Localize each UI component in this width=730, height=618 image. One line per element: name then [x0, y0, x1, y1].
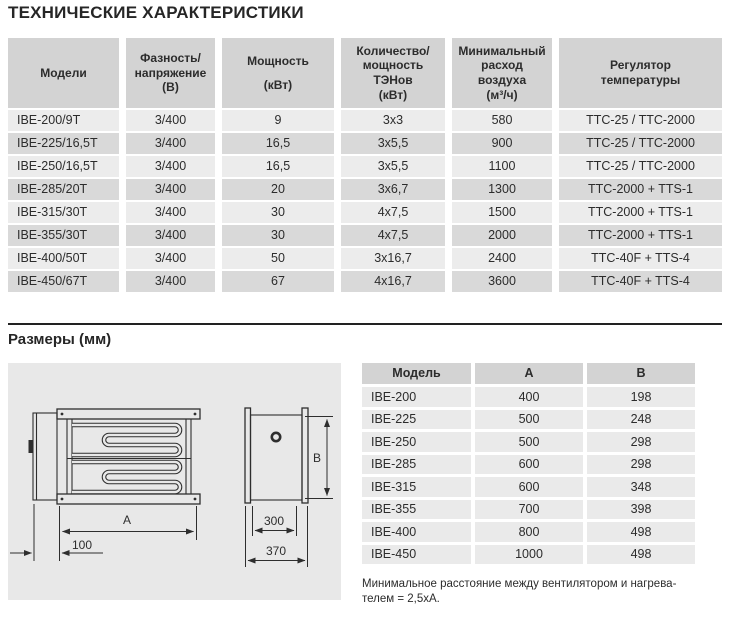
specs-cell: TTC-2000 + TTS-1 — [559, 225, 722, 247]
dims-cell: IBE-355 — [362, 500, 471, 520]
dims-cell: IBE-225 — [362, 410, 471, 430]
specs-header-cell: Регулятор температуры — [559, 38, 722, 108]
specs-cell: 9 — [222, 110, 334, 132]
dims-cell: 498 — [587, 545, 695, 565]
specs-cell: IBE-400/50T — [8, 248, 119, 270]
specs-cell: 3/400 — [126, 225, 215, 247]
dims-cell: 248 — [587, 410, 695, 430]
cable-gland-icon — [272, 433, 280, 441]
specs-cell: IBE-225/16,5T — [8, 133, 119, 155]
specs-cell: 2400 — [452, 248, 552, 270]
dims-cell: 800 — [475, 522, 583, 542]
specs-cell: 1100 — [452, 156, 552, 178]
dims-cell: IBE-400 — [362, 522, 471, 542]
specs-cell: 900 — [452, 133, 552, 155]
specs-cell: 580 — [452, 110, 552, 132]
specs-cell: TTC-25 / TTC-2000 — [559, 110, 722, 132]
specs-cell: IBE-450/67T — [8, 271, 119, 293]
specs-cell: 3/400 — [126, 271, 215, 293]
dims-cell: 1000 — [475, 545, 583, 565]
specs-header-cell: Минимальный расход воздуха (м³/ч) — [452, 38, 552, 108]
specs-cell: IBE-315/30T — [8, 202, 119, 224]
dim-label-a: A — [122, 513, 132, 527]
specs-cell: 3x16,7 — [341, 248, 445, 270]
specs-cell: IBE-250/16,5T — [8, 156, 119, 178]
section-divider — [8, 323, 722, 325]
specs-cell: 3/400 — [126, 133, 215, 155]
dims-cell: 500 — [475, 410, 583, 430]
dims-cell: 700 — [475, 500, 583, 520]
page-title: ТЕХНИЧЕСКИЕ ХАРАКТЕРИСТИКИ — [8, 3, 304, 22]
specs-cell: 3/400 — [126, 110, 215, 132]
specs-cell: TTC-2000 + TTS-1 — [559, 179, 722, 201]
specs-cell: 50 — [222, 248, 334, 270]
specs-cell: IBE-200/9T — [8, 110, 119, 132]
dimensions-diagram — [8, 363, 341, 600]
footnote-line: телем = 2,5xA. — [362, 593, 440, 606]
dims-header-cell: Модель — [362, 363, 471, 384]
specs-cell: 3/400 — [126, 202, 215, 224]
footnote — [362, 577, 722, 607]
specs-cell: 2000 — [452, 225, 552, 247]
dims-header-cell: B — [587, 363, 695, 384]
specs-cell: 4x16,7 — [341, 271, 445, 293]
specs-cell: TTC-25 / TTC-2000 — [559, 156, 722, 178]
dims-cell: 398 — [587, 500, 695, 520]
front-view-drawing — [10, 409, 200, 561]
specs-cell: 3600 — [452, 271, 552, 293]
specs-header-cell: Количество/ мощность ТЭНов (кВт) — [341, 38, 445, 108]
duct-heater-drawing — [8, 363, 341, 600]
dims-cell: 400 — [475, 387, 583, 407]
specs-cell: 3x5,5 — [341, 156, 445, 178]
specs-cell: 3x5,5 — [341, 133, 445, 155]
specs-cell: 4x7,5 — [341, 225, 445, 247]
dim-label-300: 300 — [263, 514, 285, 528]
specs-cell: 30 — [222, 225, 334, 247]
dims-cell: IBE-450 — [362, 545, 471, 565]
handle-knob — [29, 440, 34, 453]
specs-header-cell: Мощность (кВт) — [222, 38, 334, 108]
dim-label-b: B — [312, 451, 322, 465]
dims-cell: IBE-200 — [362, 387, 471, 407]
dim-label-100: 100 — [71, 538, 93, 552]
specs-cell: 3x6,7 — [341, 179, 445, 201]
dims-cell: 298 — [587, 455, 695, 475]
specs-cell: 4x7,5 — [341, 202, 445, 224]
specs-cell: IBE-285/20T — [8, 179, 119, 201]
dims-cell: 498 — [587, 522, 695, 542]
specs-cell: 3/400 — [126, 156, 215, 178]
specs-header-cell: Модели — [8, 38, 119, 108]
dims-cell: 298 — [587, 432, 695, 452]
dims-cell: IBE-250 — [362, 432, 471, 452]
specs-cell: 3/400 — [126, 179, 215, 201]
dims-cell: 198 — [587, 387, 695, 407]
specs-cell: 3/400 — [126, 248, 215, 270]
dimensions-table — [362, 363, 695, 564]
dim-label-370: 370 — [265, 544, 287, 558]
specs-cell: 3x3 — [341, 110, 445, 132]
specs-cell: 16,5 — [222, 133, 334, 155]
specs-cell: 20 — [222, 179, 334, 201]
specs-cell: TTC-2000 + TTS-1 — [559, 202, 722, 224]
specs-cell: 16,5 — [222, 156, 334, 178]
side-view-drawing — [245, 408, 333, 567]
section-title-dimensions: Размеры (мм) — [8, 331, 112, 348]
specs-table — [8, 38, 722, 292]
specs-cell: TTC-40F + TTS-4 — [559, 271, 722, 293]
dims-cell: 348 — [587, 477, 695, 497]
dims-cell: IBE-285 — [362, 455, 471, 475]
dims-cell: 600 — [475, 477, 583, 497]
dims-cell: 600 — [475, 455, 583, 475]
footnote-line: Минимальное расстояние между вентилятором и нагрева- — [362, 578, 677, 590]
specs-cell: TTC-25 / TTC-2000 — [559, 133, 722, 155]
specs-cell: 1300 — [452, 179, 552, 201]
specs-cell: TTC-40F + TTS-4 — [559, 248, 722, 270]
specs-header-cell: Фазность/ напряжение (В) — [126, 38, 215, 108]
dims-cell: 500 — [475, 432, 583, 452]
specs-cell: 67 — [222, 271, 334, 293]
specs-cell: 1500 — [452, 202, 552, 224]
specs-cell: IBE-355/30T — [8, 225, 119, 247]
dims-cell: IBE-315 — [362, 477, 471, 497]
dims-header-cell: A — [475, 363, 583, 384]
specs-cell: 30 — [222, 202, 334, 224]
